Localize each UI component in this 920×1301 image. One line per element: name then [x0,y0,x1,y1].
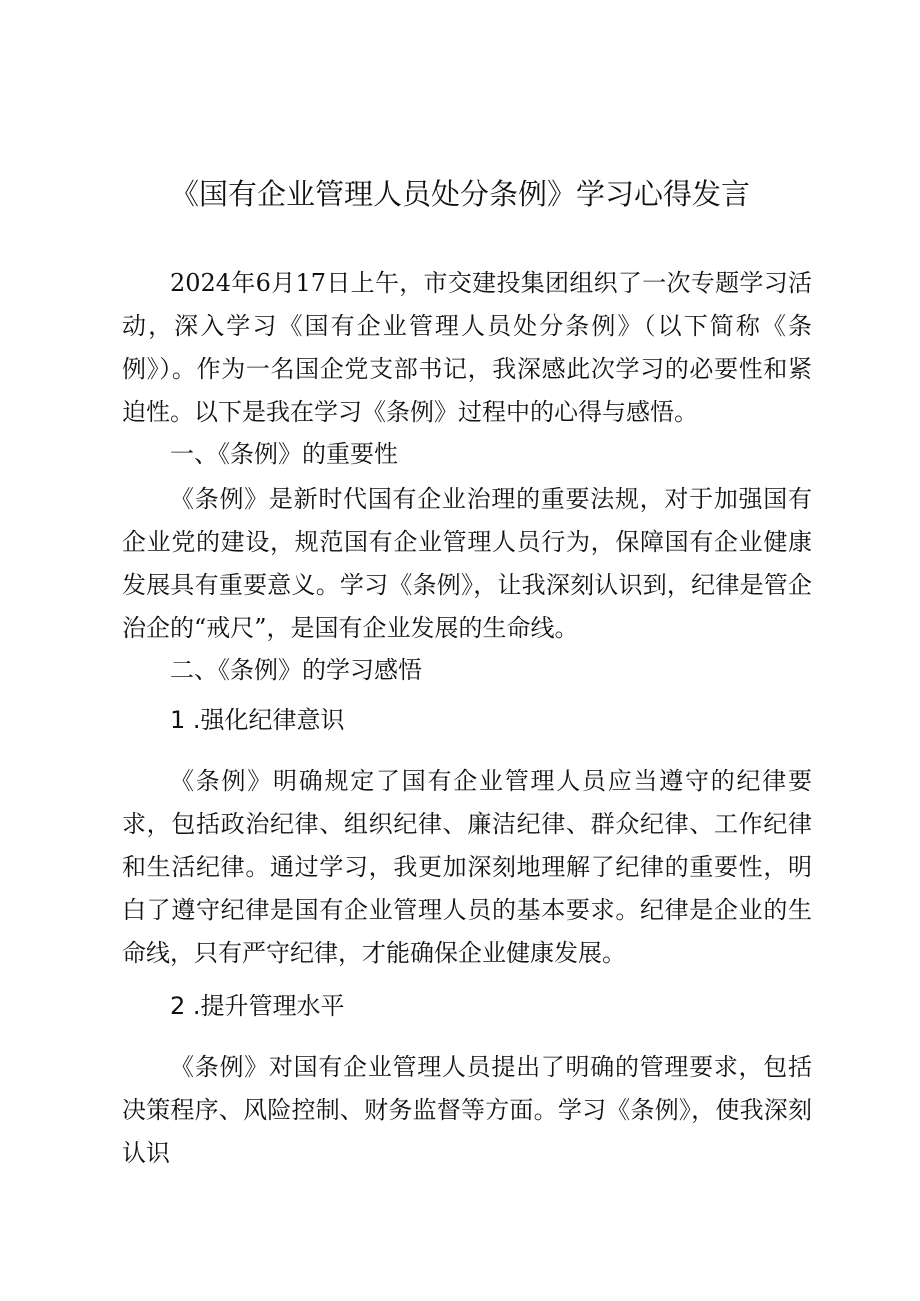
section1-heading: 一、《条例》的重要性 [170,440,398,468]
section2-heading: 二、《条例》的学习感悟 [170,656,422,684]
document-title: 《国有企业管理人员处分条例》学习心得发言 [169,177,750,211]
point2-paragraph: 《条例》对国有企业管理人员提出了明确的管理要求，包括决策程序、风险控制、财务监督等方面。学习《条例》，使我深刻认识 [122,1053,812,1167]
intro-paragraph: 2024年6月17日上午，市交建投集团组织了一次专题学习活动，深入学习《国有企业管理人员处分条例》（以下简称《条例》）。作为一名国企党支部书记，我深感此次学习的必要性和紧迫性。以下是我在学习《条例》过程中的心得与感悟。 [122,269,812,426]
point2-heading: 2 .提升管理水平 [170,992,345,1020]
section1-paragraph: 《条例》是新时代国有企业治理的重要法规，对于加强国有企业党的建设，规范国有企业管理人员行为，保障国有企业健康发展具有重要意义。学习《条例》，让我深刻认识到，纪律是管企治企的“戒尺”，是国有企业发展的生命线。 [122,485,812,642]
point1-heading: 1 .强化纪律意识 [170,706,345,734]
point1-paragraph: 《条例》明确规定了国有企业管理人员应当遵守的纪律要求，包括政治纪律、组织纪律、廉洁纪律、群众纪律、工作纪律和生活纪律。通过学习，我更加深刻地理解了纪律的重要性，明白了遵守纪律是国有企业管理人员的基本要求。纪律是企业的生命线，只有严守纪律，才能确保企业健康发展。 [122,767,812,967]
